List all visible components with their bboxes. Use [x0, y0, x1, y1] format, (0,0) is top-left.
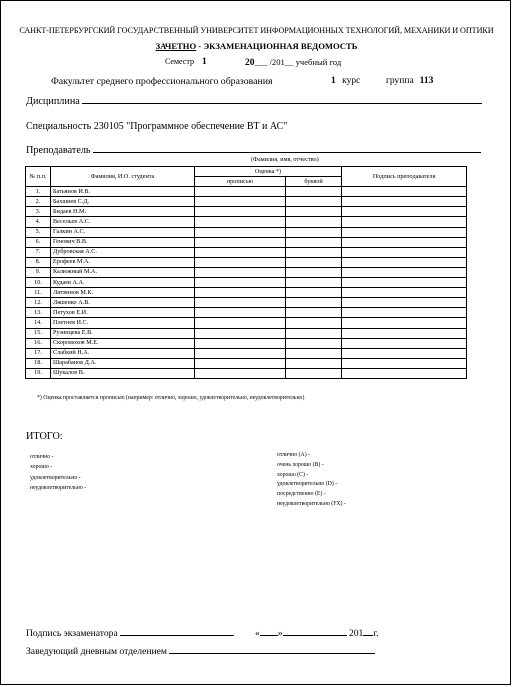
- head-label: Заведующий дневным отделением: [26, 646, 167, 657]
- student-name: Калюжный М.А.: [51, 267, 195, 277]
- summary-left-item: хорошо -: [30, 464, 53, 471]
- row-number: 1.: [26, 187, 51, 197]
- table-row: [26, 368, 467, 378]
- teacher-sign-cell[interactable]: [342, 267, 467, 277]
- row-number: 18.: [26, 358, 51, 368]
- table-row: [26, 308, 467, 318]
- course-value: 1: [331, 76, 336, 86]
- row-number: 9.: [26, 267, 51, 277]
- teacher-sign-cell[interactable]: [342, 288, 467, 298]
- summary-left-item: отлично -: [30, 454, 54, 460]
- teacher-sign-cell[interactable]: [342, 368, 467, 378]
- student-name: Кудаев А.А.: [51, 278, 195, 288]
- row-number: 3.: [26, 207, 51, 217]
- row-number: 19.: [26, 368, 51, 378]
- teacher-sign-cell[interactable]: [342, 348, 467, 358]
- grade-letter-cell[interactable]: [286, 257, 342, 267]
- grade-word-cell[interactable]: [195, 207, 286, 217]
- sheet-title-main: ЗАЧЕТНО: [155, 41, 197, 51]
- sheet-title-rest: - ЭКЗАМЕНАЦИОННАЯ ВЕДОМОСТЬ: [196, 41, 358, 51]
- summary-left-item: неудовлетворительно -: [30, 484, 87, 491]
- row-number: 4.: [26, 217, 51, 227]
- group-label: группа: [386, 76, 414, 86]
- specialty: Специальность 230105 "Программное обеспечение ВТ и АС": [26, 121, 288, 132]
- grades-table: [25, 166, 467, 379]
- grade-letter-cell[interactable]: [286, 318, 342, 328]
- grade-word-cell[interactable]: [195, 197, 286, 207]
- summary-right-item: посредственно (E) -: [277, 491, 326, 498]
- sheet-title: [1, 41, 512, 51]
- grade-word-cell[interactable]: [195, 247, 286, 257]
- teacher-label: Преподаватель: [26, 145, 91, 156]
- discipline-line[interactable]: [82, 95, 482, 104]
- row-number: 16.: [26, 338, 51, 348]
- table-row: [26, 338, 467, 348]
- grade-word-cell[interactable]: [195, 368, 286, 378]
- teacher-sign-cell[interactable]: [342, 257, 467, 267]
- table-row: [26, 358, 467, 368]
- student-name: Бахшиев С.Д.: [51, 197, 195, 207]
- grade-letter-cell[interactable]: [286, 348, 342, 358]
- summary-right-item: хорошо (С) -: [277, 471, 309, 478]
- grade-letter-cell[interactable]: [286, 288, 342, 298]
- row-number: 13.: [26, 308, 51, 318]
- summary-left-list: [30, 452, 86, 493]
- teacher-sign-cell[interactable]: [342, 237, 467, 247]
- row-number: 17.: [26, 348, 51, 358]
- row-number: 11.: [26, 288, 51, 298]
- semester-label: Семестр: [165, 57, 194, 66]
- teacher-sign-cell[interactable]: [342, 308, 467, 318]
- grade-letter-cell[interactable]: [286, 368, 342, 378]
- grade-word-cell[interactable]: [195, 237, 286, 247]
- student-name: Весельев А.С.: [51, 217, 195, 227]
- grade-letter-cell[interactable]: [286, 197, 342, 207]
- semester: [165, 57, 207, 67]
- table-row: [26, 247, 467, 257]
- grade-word-cell[interactable]: [195, 358, 286, 368]
- teacher-sign-cell[interactable]: [342, 197, 467, 207]
- table-row: [26, 257, 467, 267]
- grade-word-cell[interactable]: [195, 217, 286, 227]
- teacher-sign-cell[interactable]: [342, 227, 467, 237]
- grade-word-cell[interactable]: [195, 338, 286, 348]
- examiner-label: Подпись экзаменатора: [26, 628, 118, 639]
- head-signature-row: [26, 645, 375, 657]
- table-row: [26, 288, 467, 298]
- year-middle: ___ /201: [254, 57, 285, 67]
- grade-word-cell[interactable]: [195, 288, 286, 298]
- grade-word-cell[interactable]: [195, 318, 286, 328]
- grade-word-cell[interactable]: [195, 348, 286, 358]
- student-name: Рузинцева Е.В.: [51, 328, 195, 338]
- grade-letter-cell[interactable]: [286, 227, 342, 237]
- academic-year: [245, 57, 341, 68]
- date-day-line[interactable]: [260, 627, 278, 636]
- student-name: Бидаев Н.М.: [51, 207, 195, 217]
- grade-letter-cell[interactable]: [286, 217, 342, 227]
- table-row: [26, 267, 467, 277]
- table-row: [26, 298, 467, 308]
- col-grade-word-header: прописью: [195, 177, 286, 187]
- teacher-sign-cell[interactable]: [342, 338, 467, 348]
- table-row: [26, 197, 467, 207]
- grade-letter-cell[interactable]: [286, 328, 342, 338]
- faculty: Факультет среднего профессионального образования: [51, 76, 273, 87]
- teacher-sign-cell[interactable]: [342, 358, 467, 368]
- grade-word-cell[interactable]: [195, 267, 286, 277]
- table-row: [26, 237, 467, 247]
- grade-letter-cell[interactable]: [286, 338, 342, 348]
- date-month-line[interactable]: [283, 627, 347, 636]
- student-name: Слабкий Н.А.: [51, 348, 195, 358]
- grade-letter-cell[interactable]: [286, 308, 342, 318]
- table-row: [26, 328, 467, 338]
- col-num-header: № п.п.: [26, 167, 51, 187]
- teacher-sign-cell[interactable]: [342, 187, 467, 197]
- grade-letter-cell[interactable]: [286, 247, 342, 257]
- grade-word-cell[interactable]: [195, 187, 286, 197]
- examiner-signature-line[interactable]: [120, 627, 234, 636]
- table-row: [26, 207, 467, 217]
- row-number: 7.: [26, 247, 51, 257]
- grade-letter-cell[interactable]: [286, 207, 342, 217]
- discipline-field: [26, 95, 482, 107]
- table-row: [26, 348, 467, 358]
- grade-word-cell[interactable]: [195, 298, 286, 308]
- row-number: 15.: [26, 328, 51, 338]
- group-value: 113: [419, 76, 434, 86]
- teacher-sign-cell[interactable]: [342, 298, 467, 308]
- examiner-signature-row: [26, 627, 379, 639]
- row-number: 8.: [26, 257, 51, 267]
- teacher-sign-cell[interactable]: [342, 328, 467, 338]
- course-label: курс: [342, 76, 361, 86]
- grade-letter-cell[interactable]: [286, 358, 342, 368]
- course: [331, 76, 360, 86]
- grade-note: *) Оценка проставляется прописью (например: отлично, хорошо, удовлетворительно, неудовлетворительно): [37, 395, 305, 401]
- student-name: Генович В.В.: [51, 237, 195, 247]
- table-row: [26, 217, 467, 227]
- student-name: Литвинов М.К.: [51, 288, 195, 298]
- student-name: Шарабанов Д.А.: [51, 358, 195, 368]
- date-year-line[interactable]: [363, 627, 373, 636]
- teacher-line[interactable]: [93, 144, 481, 153]
- summary-title: ИТОГО:: [26, 431, 63, 442]
- date-open-quote: «: [254, 628, 260, 639]
- group: [386, 76, 433, 86]
- grade-letter-cell[interactable]: [286, 267, 342, 277]
- student-name: Дубровская А.С.: [51, 247, 195, 257]
- student-name: Галкин А.С.: [51, 227, 195, 237]
- grade-word-cell[interactable]: [195, 278, 286, 288]
- table-row: [26, 227, 467, 237]
- row-number: 5.: [26, 227, 51, 237]
- col-name-header: Фамилия, И.О. студента: [51, 167, 195, 187]
- head-signature-line[interactable]: [169, 645, 375, 654]
- student-name: Ляшенко А.В.: [51, 298, 195, 308]
- grade-word-cell[interactable]: [195, 257, 286, 267]
- university-name: САНКТ-ПЕТЕРБУРГСКИЙ ГОСУДАРСТВЕННЫЙ УНИВЕРСИТЕТ ИНФОРМАЦИОННЫХ ТЕХНОЛОГИЙ, МЕХАНИКИ И ОПТИКИ: [19, 26, 494, 35]
- col-sign-header: Подпись преподавателя: [342, 167, 467, 187]
- grade-letter-cell[interactable]: [286, 187, 342, 197]
- summary-left-item: удовлетворительно -: [30, 474, 81, 481]
- row-number: 10.: [26, 278, 51, 288]
- table-row: [26, 318, 467, 328]
- teacher-sign-cell[interactable]: [342, 207, 467, 217]
- row-number: 14.: [26, 318, 51, 328]
- teacher-sign-cell[interactable]: [342, 247, 467, 257]
- grade-word-cell[interactable]: [195, 328, 286, 338]
- col-grade-letter-header: буквой: [286, 177, 342, 187]
- teacher-sign-cell[interactable]: [342, 217, 467, 227]
- teacher-sign-cell[interactable]: [342, 318, 467, 328]
- teacher-field: [26, 144, 481, 156]
- summary-right-item: удовлетворительно (D) -: [277, 481, 338, 488]
- student-name: Скоромохов М.Е.: [51, 338, 195, 348]
- student-name: Шукалов В.: [51, 368, 195, 378]
- year-suffix: __ учебный год: [284, 57, 342, 67]
- grades-body: [26, 187, 467, 379]
- student-name: Петухов Е.И.: [51, 308, 195, 318]
- student-name: Плетнев И.С.: [51, 318, 195, 328]
- teacher-sign-cell[interactable]: [342, 278, 467, 288]
- student-name: Батьянов И.В.: [51, 187, 195, 197]
- summary-right-item: отлично (А) -: [277, 452, 310, 458]
- grade-word-cell[interactable]: [195, 227, 286, 237]
- row-number: 12.: [26, 298, 51, 308]
- grade-letter-cell[interactable]: [286, 237, 342, 247]
- grade-letter-cell[interactable]: [286, 278, 342, 288]
- discipline-label: Дисциплина: [26, 96, 80, 107]
- table-row: [26, 278, 467, 288]
- col-grade-header: Оценка *): [195, 167, 342, 177]
- row-number: 2.: [26, 197, 51, 207]
- grade-letter-cell[interactable]: [286, 298, 342, 308]
- table-row: [26, 187, 467, 197]
- summary-right-item: очень хорошо (В) -: [277, 461, 324, 468]
- date-year-prefix: 201: [348, 628, 364, 639]
- row-number: 6.: [26, 237, 51, 247]
- student-name: Ерофеев М.А.: [51, 257, 195, 267]
- date-close-quote: »: [277, 628, 283, 639]
- year-prefix: 20: [245, 58, 255, 68]
- grade-word-cell[interactable]: [195, 308, 286, 318]
- summary-right-list: [277, 451, 346, 510]
- semester-value: 1: [201, 57, 207, 67]
- fio-note: (Фамилия, имя, отчество): [251, 156, 319, 163]
- date-year-suffix: г.: [373, 628, 379, 639]
- summary-right-item: неудовлетворительно (FX) -: [277, 500, 346, 507]
